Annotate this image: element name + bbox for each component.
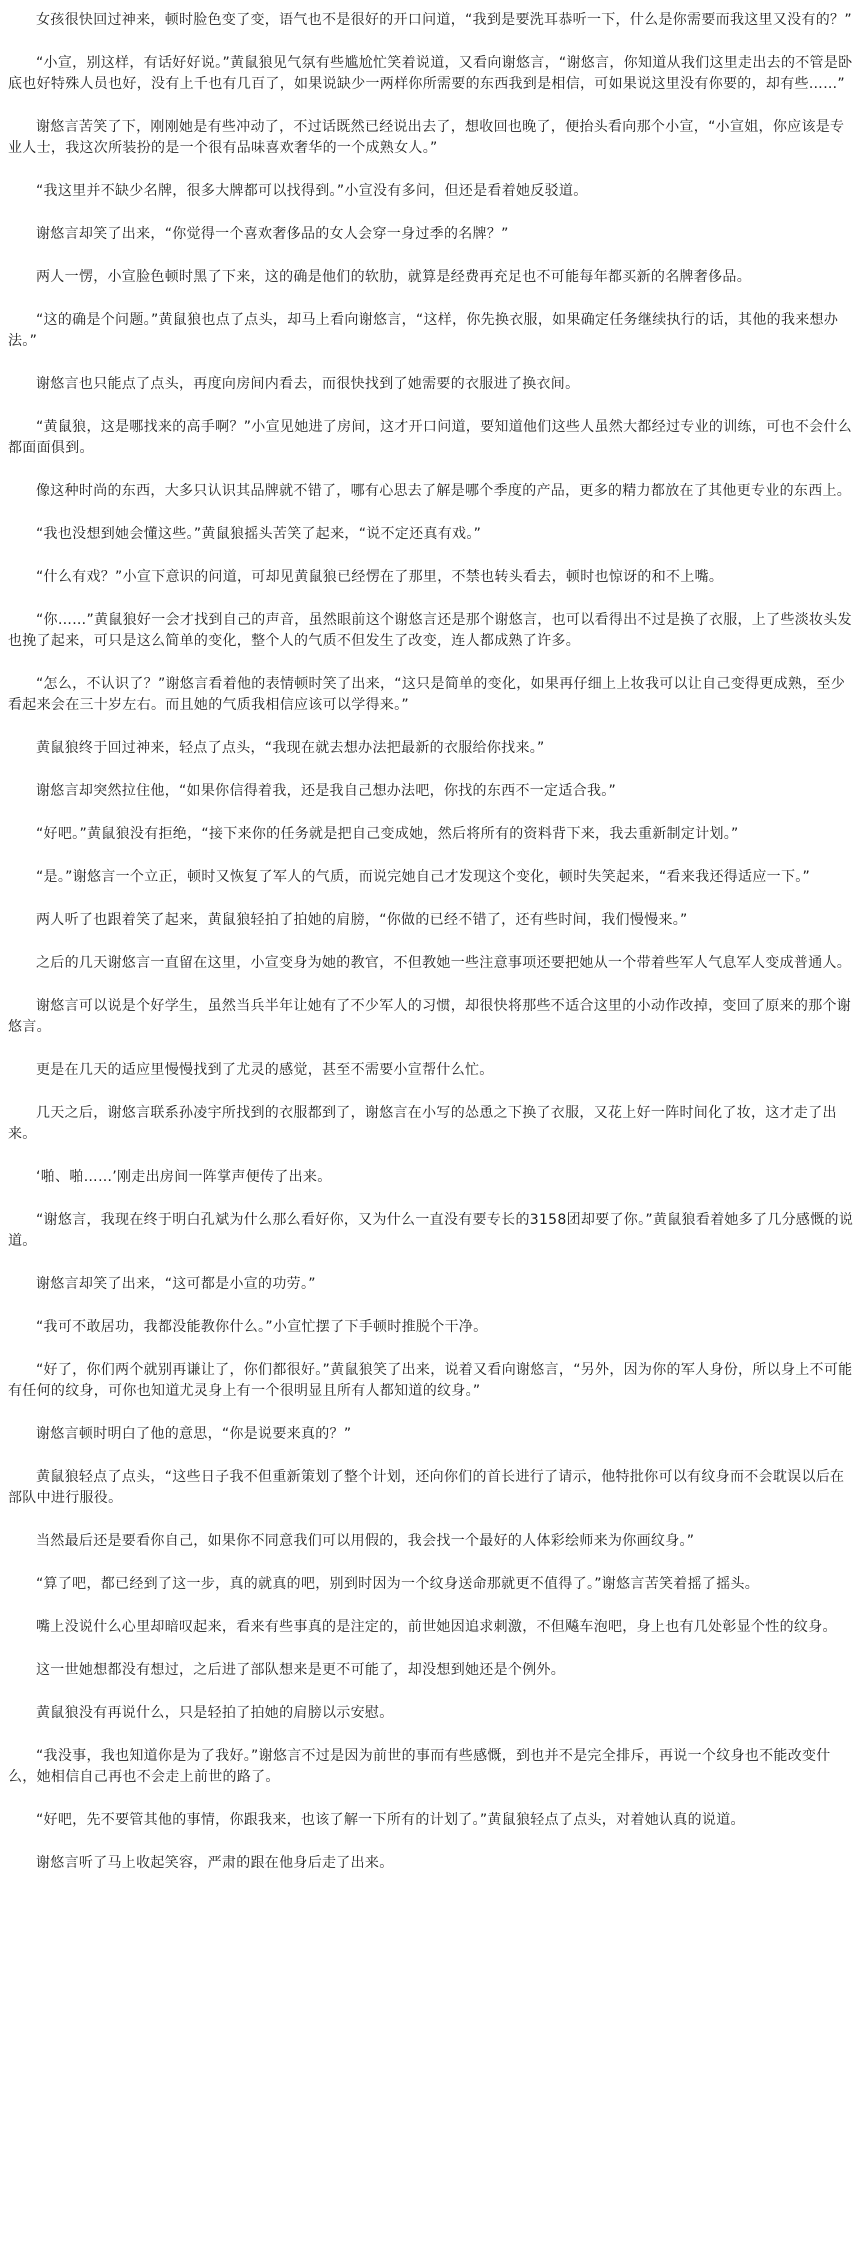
paragraph: 更是在几天的适应里慢慢找到了尤灵的感觉，甚至不需要小宣帮什么忙。 [36,1062,494,1078]
paragraph: “我也没想到她会懂这些。”黄鼠狼摇头苦笑了起来，“说不定还真有戏。” [36,526,482,542]
paragraph: 谢悠言苦笑了下，刚刚她是有些冲动了，不过话既然已经说出去了，想收回也晚了，便抬头看向那个小宣，“小宣姐，你应该是专业人士，我这次所装扮的是一个很有品味喜欢奢华的一个成熟女人。” [8,119,845,156]
paragraph: 黄鼠狼轻点了点头，“这些日子我不但重新策划了整个计划，还向你们的首长进行了请示，他特批你可以有纹身而不会耽误以后在部队中进行服役。 [8,1469,845,1506]
paragraph: “你……”黄鼠狼好一会才找到自己的声音，虽然眼前这个谢悠言还是那个谢悠言，也可以看得出不过是换了衣服，上了些淡妆头发也挽了起来，可只是这么简单的变化，整个人的气质不但发生了改变，连人都成熟了许多。 [8,612,852,649]
paragraph: “我这里并不缺少名牌，很多大牌都可以找得到。”小宣没有多问，但还是看着她反驳道。 [36,183,588,199]
paragraph: 谢悠言也只能点了点头，再度向房间内看去，而很快找到了她需要的衣服进了换衣间。 [36,376,580,392]
paragraph: 谢悠言可以说是个好学生，虽然当兵半年让她有了不少军人的习惯，却很快将那些不适合这里的小动作改掉，变回了原来的那个谢悠言。 [8,998,852,1035]
paragraph: 谢悠言却笑了出来，“你觉得一个喜欢奢侈品的女人会穿一身过季的名牌？” [36,226,509,242]
paragraph: 嘴上没说什么心里却暗叹起来，看来有些事真的是注定的，前世她因追求刺激，不但飚车泡吧，身上也有几处彰显个性的纹身。 [36,1619,837,1635]
paragraph: 谢悠言却笑了出来，“这可都是小宣的功劳。” [36,1276,316,1292]
paragraph: 当然最后还是要看你自己，如果你不同意我们可以用假的，我会找一个最好的人体彩绘师来为你画纹身。” [36,1533,695,1549]
paragraph: 谢悠言却突然拉住他，“如果你信得着我，还是我自己想办法吧，你找的东西不一定适合我。” [36,783,617,799]
paragraph: “是。”谢悠言一个立正，顿时又恢复了军人的气质，而说完她自己才发现这个变化，顿时失笑起来，“看来我还得适应一下。” [36,869,811,885]
paragraph: “这的确是个问题。”黄鼠狼也点了点头，却马上看向谢悠言，“这样，你先换衣服，如果确定任务继续执行的话，其他的我来想办法。” [8,312,839,349]
paragraph: 两人听了也跟着笑了起来，黄鼠狼轻拍了拍她的肩膀，“你做的已经不错了，还有些时间，我们慢慢来。” [36,912,688,928]
paragraph: 几天之后，谢悠言联系孙凌宇所找到的衣服都到了，谢悠言在小写的怂恿之下换了衣服，又花上好一阵时间化了妆，这才走了出来。 [8,1105,837,1142]
paragraph: 谢悠言顿时明白了他的意思，“你是说要来真的？” [36,1426,352,1442]
paragraph: “好吧，先不要管其他的事情，你跟我来，也该了解一下所有的计划了。”黄鼠狼轻点了点头，对着她认真的说道。 [36,1812,745,1828]
paragraph: “什么有戏？”小宣下意识的问道，可却见黄鼠狼已经愣在了那里，不禁也转头看去，顿时也惊讶的和不上嘴。 [36,569,724,585]
paragraph: 这一世她想都没有想过，之后进了部队想来是更不可能了，却没想到她还是个例外。 [36,1662,566,1678]
paragraph: “谢悠言，我现在终于明白孔斌为什么那么看好你，又为什么一直没有要专长的3158团却要了你。”黄鼠狼看着她多了几分感慨的说道。 [8,1212,854,1249]
paragraph: “小宣，别这样，有话好好说。”黄鼠狼见气氛有些尴尬忙笑着说道，又看向谢悠言，“谢悠言，你知道从我们这里走出去的不管是卧底也好特殊人员也好，没有上千也有几百了，如果说缺少一两样你所需要的东西我到是相信，可如果说这里没有你要的，却有些……” [8,55,853,92]
paragraph: 之后的几天谢悠言一直留在这里，小宣变身为她的教官，不但教她一些注意事项还要把她从一个带着些军人气息军人变成普通人。 [36,955,852,971]
paragraph: 女孩很快回过神来，顿时脸色变了变，语气也不是很好的开口问道，“我到是要洗耳恭听一下，什么是你需要而我这里又没有的？” [36,12,852,28]
paragraph: “好了，你们两个就别再谦让了，你们都很好。”黄鼠狼笑了出来，说着又看向谢悠言，“另外，因为你的军人身份，所以身上不可能有任何的纹身，可你也知道尤灵身上有一个很明显且所有人都知道的纹身。” [8,1362,853,1399]
paragraph: “算了吧，都已经到了这一步，真的就真的吧，别到时因为一个纹身送命那就更不值得了。”谢悠言苦笑着摇了摇头。 [36,1576,760,1592]
paragraph: “我没事，我也知道你是为了我好。”谢悠言不过是因为前世的事而有些感慨，到也并不是完全排斥，再说一个纹身也不能改变什么，她相信自己再也不会走上前世的路了。 [8,1748,831,1785]
paragraph: 谢悠言听了马上收起笑容，严肃的跟在他身后走了出来。 [36,1855,394,1871]
paragraph: 黄鼠狼终于回过神来，轻点了点头，“我现在就去想办法把最新的衣服给你找来。” [36,740,545,756]
paragraph: “我可不敢居功，我都没能教你什么。”小宣忙摆了下手顿时推脱个干净。 [36,1319,488,1335]
paragraph: “怎么，不认识了？”谢悠言看着他的表情顿时笑了出来，“这只是简单的变化，如果再仔细上上妆我可以让自己变得更成熟，至少看起来会在三十岁左右。而且她的气质我相信应该可以学得来。” [8,676,846,713]
paragraph: 两人一愣，小宣脸色顿时黑了下来，这的确是他们的软肋，就算是经费再充足也不可能每年都买新的名牌奢侈品。 [36,269,751,285]
paragraph: “黄鼠狼，这是哪找来的高手啊？”小宣见她进了房间，这才开口问道，要知道他们这些人虽然大都经过专业的训练，可也不会什么都面面俱到。 [8,419,852,456]
paragraph: ‘啪、啪……’刚走出房间一阵掌声便传了出来。 [36,1169,332,1185]
paragraph: “好吧。”黄鼠狼没有拒绝，“接下来你的任务就是把自己变成她，然后将所有的资料背下来，我去重新制定计划。” [36,826,739,842]
paragraph: 像这种时尚的东西，大多只认识其品牌就不错了，哪有心思去了解是哪个季度的产品，更多的精力都放在了其他更专业的东西上。 [36,483,852,499]
paragraph: 黄鼠狼没有再说什么，只是轻拍了拍她的肩膀以示安慰。 [36,1705,394,1721]
